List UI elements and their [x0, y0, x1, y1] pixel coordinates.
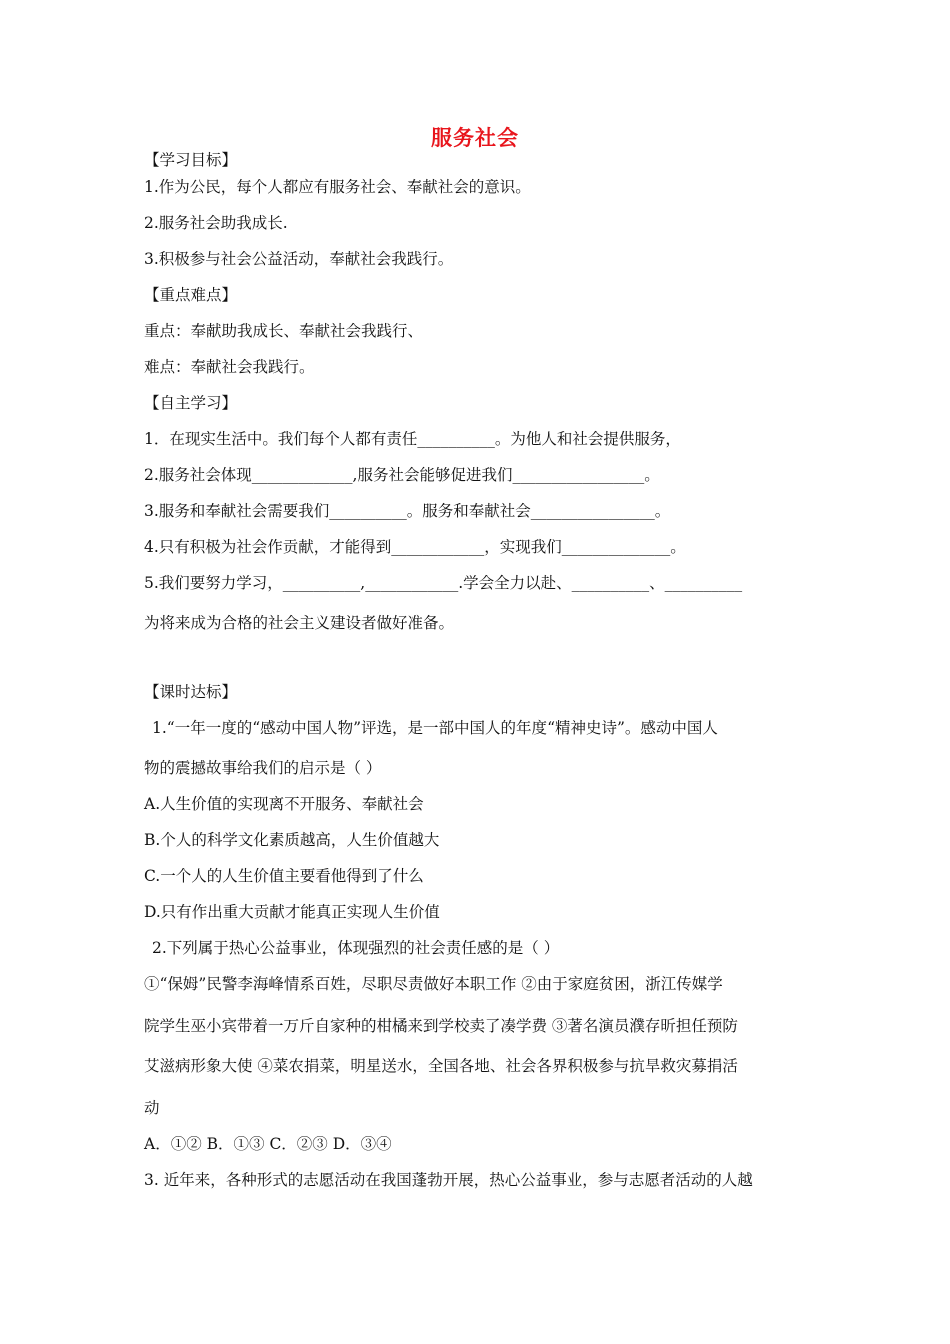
exercise-heading: 【课时达标】	[144, 683, 238, 701]
objective-item: 1.作为公民，每个人都应有服务社会、奉献社会的意识。	[144, 178, 531, 196]
self-study-item: 为将来成为合格的社会主义建设者做好准备。	[144, 614, 455, 632]
objective-item: 3.积极参与社会公益活动，奉献社会我践行。	[144, 250, 454, 268]
objective-item: 2.服务社会助我成长.	[144, 214, 288, 232]
page-title: 服务社会	[431, 126, 519, 150]
question-2-stem: 2.下列属于热心公益事业，体现强烈的社会责任感的是（ ）	[152, 939, 560, 957]
self-study-item: 5.我们要努力学习，__________,____________.学会全力以赴、__________、__________	[144, 574, 743, 592]
self-study-item: 2.服务社会体现_____________,服务社会能够促进我们_________________。	[144, 466, 660, 484]
key-point-item: 难点：奉献社会我践行。	[144, 358, 315, 376]
question-1-stem: 1.“一年一度的“感动中国人物”评选，是一部中国人的年度“精神史诗”。感动中国人	[152, 719, 718, 737]
question-2-body: 院学生巫小宾带着一万斤自家种的柑橘来到学校卖了凑学费 ③著名演员濮存昕担任预防	[144, 1017, 738, 1035]
key-point-item: 重点：奉献助我成长、奉献社会我践行、	[144, 322, 424, 340]
self-study-item: 1．在现实生活中。我们每个人都有责任__________。为他人和社会提供服务，	[144, 430, 681, 448]
question-1-option: D.只有作出重大贡献才能真正实现人生价值	[144, 903, 440, 921]
question-1-stem: 物的震撼故事给我们的启示是（ ）	[144, 759, 382, 777]
question-1-option: B.个人的科学文化素质越高，人生价值越大	[144, 831, 440, 849]
question-2-body: 艾滋病形象大使 ④菜农捐菜，明星送水，全国各地、社会各界积极参与抗旱救灾募捐活	[144, 1057, 738, 1075]
self-study-item: 3.服务和奉献社会需要我们__________。服务和奉献社会________________。	[144, 502, 671, 520]
question-1-option: C.一个人的人生价值主要看他得到了什么	[144, 867, 424, 885]
objectives-heading: 【学习目标】	[144, 151, 238, 169]
question-3-stem: 3. 近年来，各种形式的志愿活动在我国蓬勃开展，热心公益事业，参与志愿者活动的人越	[144, 1171, 753, 1189]
question-2-body: 动	[144, 1099, 160, 1117]
self-study-heading: 【自主学习】	[144, 394, 238, 412]
self-study-item: 4.只有积极为社会作贡献，才能得到____________，实现我们______________。	[144, 538, 686, 556]
question-1-option: A.人生价值的实现离不开服务、奉献社会	[144, 795, 424, 813]
question-2-body: ①“保姆”民警李海峰情系百姓，尽职尽责做好本职工作 ②由于家庭贫困，浙江传媒学	[144, 975, 723, 993]
key-points-heading: 【重点难点】	[144, 286, 238, 304]
question-2-options: A．①② B．①③ C．②③ D．③④	[144, 1135, 392, 1153]
